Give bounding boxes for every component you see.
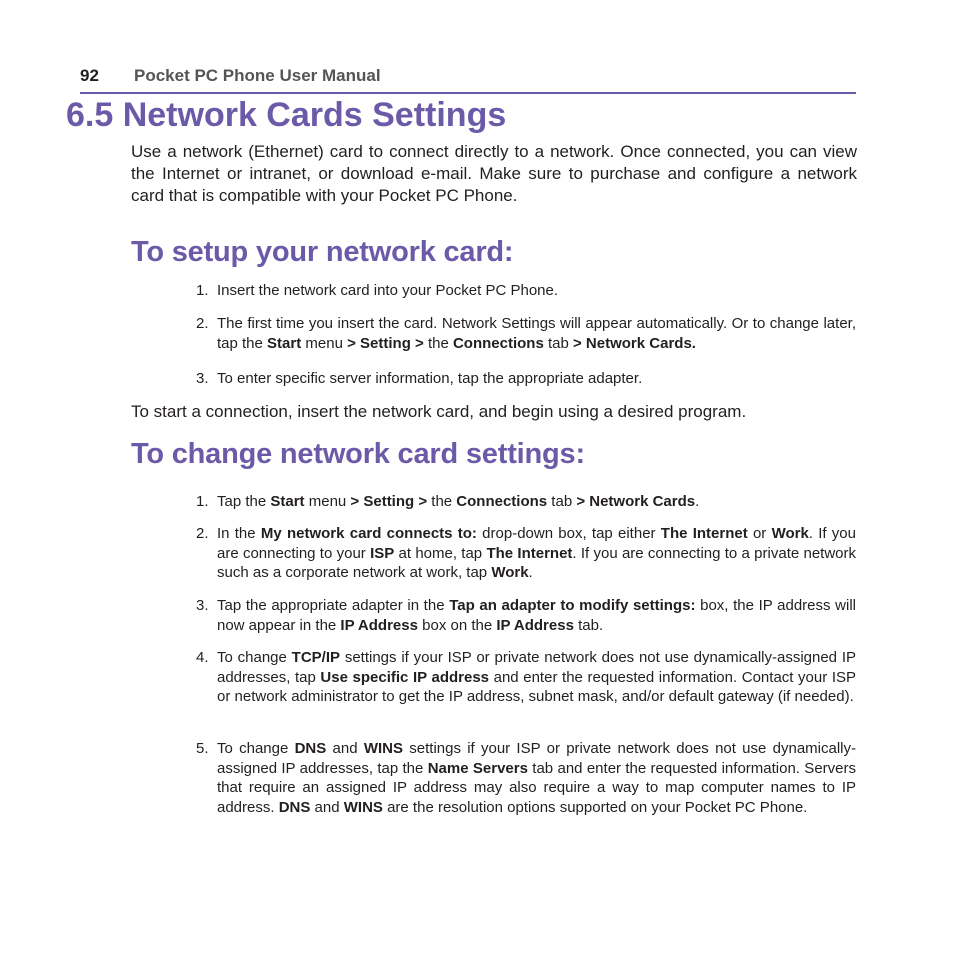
bold-term: Connections: [452, 335, 544, 352]
change-step: [196, 739, 856, 817]
text-run: and: [326, 740, 364, 757]
text-run: or: [747, 525, 772, 542]
text-run: are the resolution options supported on your Pocket PC Phone.: [382, 798, 808, 816]
bold-term: Start: [270, 493, 305, 510]
step-text: [217, 648, 856, 707]
bold-term: Use specific IP address: [320, 668, 490, 686]
step-text: [217, 524, 856, 583]
text-run: drop-down box, tap either: [476, 525, 661, 542]
bold-term: My network card connects to:: [260, 525, 477, 542]
setup-closing-paragraph: To start a connection, insert the network card, and begin using a desired program.: [131, 402, 747, 421]
text-run: settings if your ISP or private network does not use dynamically-assigned IP addresses, tap the: [217, 740, 856, 777]
bold-term: WINS: [363, 740, 403, 757]
change-step: [196, 492, 856, 512]
text-run: Tap the appropriate adapter in the: [217, 597, 450, 614]
bold-term: The Internet: [486, 544, 573, 562]
step-number: 3.: [196, 370, 209, 387]
bold-term: Work: [771, 525, 809, 542]
change-heading: To change network card settings:: [131, 438, 585, 470]
bold-term: ISP: [370, 544, 395, 562]
text-run: The first time you insert the card. Network Settings will appear automatically. Or to change later, tap the: [217, 315, 856, 352]
bold-term: Start: [267, 335, 302, 352]
setup-heading: To setup your network card:: [131, 236, 514, 268]
change-step: [196, 648, 856, 707]
text-run: .: [528, 564, 533, 581]
step-number: 1.: [196, 493, 209, 510]
setup-step: [196, 369, 856, 389]
step-text: [217, 739, 856, 817]
bold-term: > Setting >: [347, 335, 424, 352]
text-run: tab.: [573, 616, 604, 634]
step-text: [217, 596, 856, 635]
section-heading: 6.5 Network Cards Settings: [66, 96, 507, 134]
text-run: the: [427, 493, 457, 510]
change-step: [196, 596, 856, 635]
text-run: . If you are connecting to your: [217, 525, 856, 562]
text-run: and enter the requested information. Contact your ISP or network administrator to get the IP address, subnet mask, and/or default gateway (if needed).: [217, 668, 856, 705]
text-run: tab: [547, 493, 577, 510]
page-number: 92: [80, 66, 99, 85]
text-run: box on the: [417, 616, 497, 634]
step-text: [217, 492, 856, 512]
bold-term: TCP/IP: [291, 649, 341, 666]
bold-term: IP Address: [496, 616, 574, 634]
bold-term: WINS: [343, 798, 383, 816]
text-run: Tap the: [217, 493, 271, 510]
change-step: [196, 524, 856, 583]
step-number: 2.: [196, 315, 209, 332]
step-number: 5.: [196, 740, 209, 757]
text-run: To change: [217, 649, 292, 666]
step-number: 4.: [196, 649, 209, 666]
text-run: Insert the network card into your Pocket PC Phone.: [217, 282, 559, 299]
running-header: [80, 64, 856, 94]
text-run: and: [310, 798, 344, 816]
bold-term: > Network Cards.: [573, 335, 696, 352]
bold-term: Work: [491, 564, 529, 581]
text-run: box, the IP address will now appear in the: [217, 597, 856, 634]
text-run: tab: [543, 335, 573, 352]
text-run: menu: [304, 493, 351, 510]
text-run: To enter specific server information, tap the appropriate adapter.: [217, 370, 643, 387]
step-number: 1.: [196, 282, 209, 299]
bold-term: > Setting >: [350, 493, 428, 510]
text-run: tab and enter the requested information. Servers that require an assigned IP address may also require a way to map computer names to IP address.: [217, 759, 856, 816]
setup-step: [196, 281, 856, 301]
text-run: In the: [217, 525, 261, 542]
text-run: menu: [301, 335, 348, 352]
bold-term: Connections: [456, 493, 548, 510]
setup-step: [196, 314, 856, 354]
bold-term: > Network Cards: [576, 493, 696, 510]
text-run: To change: [217, 740, 295, 757]
bold-term: DNS: [294, 740, 327, 757]
text-run: .: [695, 493, 700, 510]
bold-term: IP Address: [340, 616, 418, 634]
step-text: [217, 314, 856, 354]
step-number: 3.: [196, 597, 209, 614]
bold-term: DNS: [278, 798, 311, 816]
intro-paragraph: Use a network (Ethernet) card to connect directly to a network. Once connected, you can view the Internet or intranet, or download e-mail. Make sure to purchase and configure a network card that is compatible with your Pocket PC Phone.: [131, 142, 857, 205]
text-run: at home, tap: [394, 544, 487, 562]
text-run: the: [423, 335, 453, 352]
step-number: 2.: [196, 525, 209, 542]
manual-title: Pocket PC Phone User Manual: [134, 66, 381, 85]
bold-term: Tap an adapter to modify settings:: [449, 597, 696, 614]
step-text: [217, 369, 856, 389]
bold-term: The Internet: [660, 525, 748, 542]
text-run: . If you are connecting to a private network such as a corporate network at work, tap: [217, 544, 857, 581]
step-text: [217, 281, 856, 301]
text-run: settings if your ISP or private network does not use dynamically-assigned IP addresses, tap: [217, 649, 856, 686]
bold-term: Name Servers: [427, 759, 528, 777]
